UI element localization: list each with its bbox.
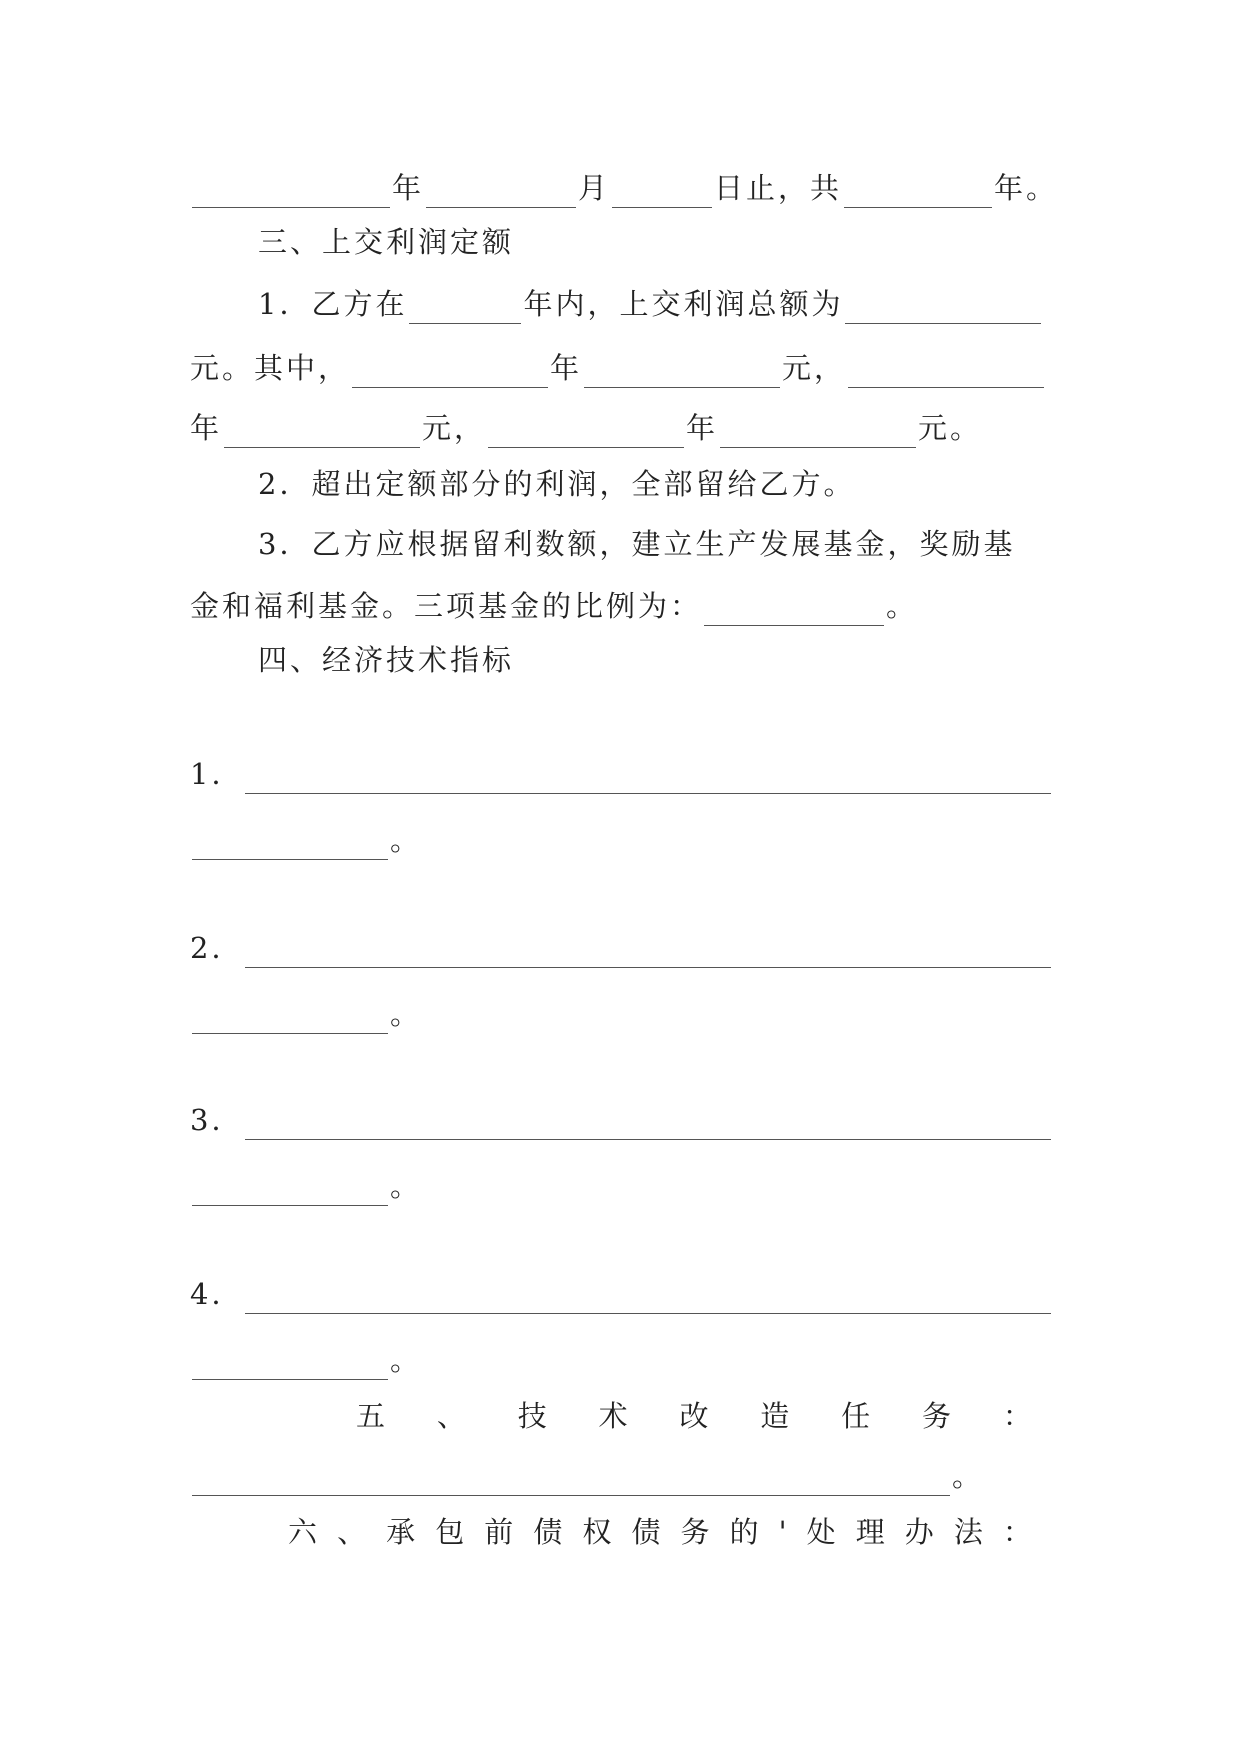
blank-field[interactable]: [845, 301, 1041, 324]
char: 六: [288, 1515, 318, 1549]
blank-field[interactable]: [352, 365, 548, 388]
profit-clause-3a: 3．乙方应根据留利数额，建立生产发展基金，奖励基: [258, 527, 1016, 561]
char: 改: [679, 1399, 709, 1433]
char: 权: [582, 1515, 612, 1549]
char: 理: [855, 1515, 885, 1549]
char: 的: [729, 1515, 759, 1549]
char: 技: [517, 1399, 547, 1433]
char: ：: [1002, 1399, 1032, 1433]
blank-field[interactable]: [192, 1183, 388, 1206]
item-number: 1．: [190, 757, 244, 791]
text: 月: [578, 171, 611, 205]
text: 。: [952, 1459, 985, 1493]
char: 办: [904, 1515, 934, 1549]
blank-field[interactable]: [192, 1357, 388, 1380]
text: 。: [390, 997, 423, 1031]
indicator-item: [190, 928, 1060, 968]
blank-field[interactable]: [488, 425, 684, 448]
indicator-item-cont: [190, 820, 1060, 860]
text: 元，: [422, 411, 487, 445]
char: 债: [631, 1515, 661, 1549]
section-heading-6: [288, 1512, 1032, 1552]
char: 、: [337, 1515, 367, 1549]
text: 年内，上交利润总额为: [523, 287, 844, 321]
text: 。: [886, 589, 919, 623]
profit-clause-1c: [190, 408, 1060, 448]
blank-field[interactable]: [245, 1117, 1051, 1140]
item-number: 3．: [190, 1103, 244, 1137]
blank-field[interactable]: [245, 945, 1051, 968]
char: 承: [386, 1515, 416, 1549]
char: ': [778, 1515, 787, 1549]
blank-field[interactable]: [720, 425, 916, 448]
section-heading-3: 三、上交利润定额: [258, 225, 515, 259]
char: 包: [435, 1515, 465, 1549]
item-number: 4．: [190, 1277, 244, 1311]
char: 法: [953, 1515, 983, 1549]
text: 1．乙方在: [258, 287, 408, 321]
char: 任: [841, 1399, 871, 1433]
char: 务: [680, 1515, 710, 1549]
text: 年: [550, 351, 583, 385]
indicator-item-cont: [190, 994, 1060, 1034]
blank-field[interactable]: [192, 1011, 388, 1034]
item-number: 2．: [190, 931, 244, 965]
text: 。: [390, 1343, 423, 1377]
blank-field[interactable]: [584, 365, 780, 388]
text: 元。: [918, 411, 983, 445]
blank-field[interactable]: [426, 185, 576, 208]
text: 年: [686, 411, 719, 445]
char: 务: [922, 1399, 952, 1433]
profit-clause-2: 2．超出定额部分的利润，全部留给乙方。: [258, 467, 856, 501]
blank-field[interactable]: [245, 771, 1051, 794]
text: 年: [392, 171, 425, 205]
blank-field[interactable]: [844, 185, 992, 208]
text: 元。其中，: [190, 351, 351, 385]
blank-field[interactable]: [192, 185, 390, 208]
indicator-item: [190, 1274, 1060, 1314]
indicator-item-cont: [190, 1340, 1060, 1380]
text: 元，: [782, 351, 847, 385]
indicator-item: [190, 1100, 1060, 1140]
char: 、: [436, 1399, 466, 1433]
char: 五: [356, 1399, 386, 1433]
text: 年。: [994, 171, 1059, 205]
section-heading-5: [356, 1396, 1032, 1436]
char: 前: [484, 1515, 514, 1549]
term-line: [190, 168, 1060, 208]
section-heading-4: 四、经济技术指标: [258, 643, 515, 677]
blank-field[interactable]: [224, 425, 420, 448]
tech-task-line: [190, 1456, 1060, 1496]
blank-field[interactable]: [192, 1473, 950, 1496]
text: 。: [390, 1169, 423, 1203]
profit-clause-1a: [258, 284, 1060, 324]
char: 处: [806, 1515, 836, 1549]
blank-field[interactable]: [612, 185, 712, 208]
char: 债: [533, 1515, 563, 1549]
profit-clause-3b: [190, 586, 1060, 626]
blank-field[interactable]: [409, 301, 521, 324]
blank-field[interactable]: [245, 1291, 1051, 1314]
char: ：: [1002, 1515, 1032, 1549]
blank-field[interactable]: [848, 365, 1044, 388]
text: 日止，共: [714, 171, 843, 205]
profit-clause-1b: [190, 348, 1060, 388]
text: 金和福利基金。三项基金的比例为：: [190, 589, 703, 623]
indicator-item-cont: [190, 1166, 1060, 1206]
text: 年: [190, 411, 223, 445]
blank-field[interactable]: [704, 603, 884, 626]
text: 。: [390, 823, 423, 857]
char: 术: [598, 1399, 628, 1433]
char: 造: [760, 1399, 790, 1433]
indicator-item: [190, 754, 1060, 794]
blank-field[interactable]: [192, 837, 388, 860]
